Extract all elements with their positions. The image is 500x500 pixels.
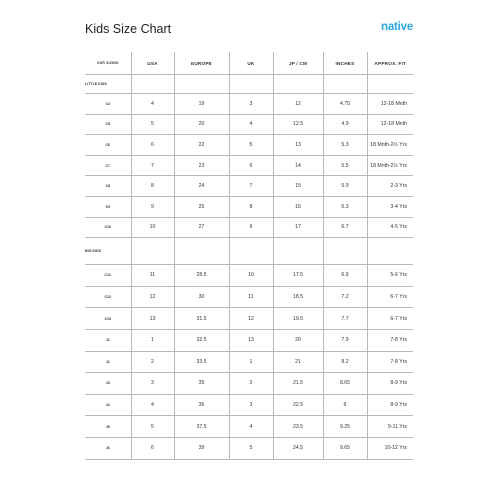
header-our-sizing: OUR SIZING — [85, 52, 131, 75]
cell-usa: 8 — [131, 176, 174, 197]
header-europe: EUROPE — [174, 52, 229, 75]
section-empty-cell — [323, 75, 367, 94]
cell-inches: 9.25 — [323, 416, 367, 438]
cell-inches: 6.9 — [323, 265, 367, 287]
cell-usa: 5 — [131, 416, 174, 438]
cell-uk: 2 — [229, 373, 273, 395]
cell-size: J4 — [85, 394, 131, 416]
cell-approx-fit: 10-12 Yrs — [367, 437, 413, 459]
cell-europe: 32.5 — [174, 329, 229, 351]
cell-approx-fit: 4-5 Yrs — [367, 217, 413, 238]
size-chart-body — [85, 75, 413, 460]
table-row — [85, 329, 413, 351]
cell-europe: 23 — [174, 155, 229, 176]
cell-inches: 7.2 — [323, 286, 367, 308]
cell-jp-cm: 20 — [273, 329, 323, 351]
cell-size: J2 — [85, 351, 131, 373]
cell-inches: 9.65 — [323, 437, 367, 459]
cell-size: C4 — [85, 94, 131, 115]
cell-uk: 11 — [229, 286, 273, 308]
cell-inches: 6.7 — [323, 217, 367, 238]
header-uk: UK — [229, 52, 273, 75]
table-row — [85, 416, 413, 438]
cell-approx-fit: 18 Mnth-2½ Yrs — [367, 135, 413, 156]
table-row — [85, 308, 413, 330]
cell-approx-fit: 12-18 Mnth — [367, 114, 413, 135]
cell-jp-cm: 21.5 — [273, 373, 323, 395]
cell-europe: 36 — [174, 394, 229, 416]
cell-usa: 6 — [131, 437, 174, 459]
cell-uk: 8 — [229, 196, 273, 217]
cell-inches: 5.5 — [323, 155, 367, 176]
cell-approx-fit: 2-3 Yrs — [367, 176, 413, 197]
cell-uk: 5 — [229, 135, 273, 156]
cell-uk: 9 — [229, 217, 273, 238]
section-empty-cell — [229, 238, 273, 265]
section-empty-cell — [229, 75, 273, 94]
cell-usa: 1 — [131, 329, 174, 351]
cell-europe: 31.5 — [174, 308, 229, 330]
cell-europe: 24 — [174, 176, 229, 197]
cell-usa: 4 — [131, 394, 174, 416]
table-row — [85, 217, 413, 238]
section-empty-cell — [131, 238, 174, 265]
table-row — [85, 94, 413, 115]
table-row — [85, 135, 413, 156]
size-chart-table — [85, 52, 413, 460]
cell-size: C5 — [85, 114, 131, 135]
cell-approx-fit: 8-9 Yrs — [367, 394, 413, 416]
cell-inches: 6.3 — [323, 196, 367, 217]
cell-jp-cm: 24.5 — [273, 437, 323, 459]
cell-jp-cm: 22.5 — [273, 394, 323, 416]
cell-jp-cm: 17 — [273, 217, 323, 238]
cell-uk: 3 — [229, 94, 273, 115]
cell-usa: 4 — [131, 94, 174, 115]
section-empty-cell — [273, 238, 323, 265]
cell-approx-fit: 6-7 Yrs — [367, 308, 413, 330]
cell-jp-cm: 14 — [273, 155, 323, 176]
table-row — [85, 373, 413, 395]
cell-jp-cm: 23.5 — [273, 416, 323, 438]
cell-usa: 13 — [131, 308, 174, 330]
cell-jp-cm: 13 — [273, 135, 323, 156]
cell-size: C9 — [85, 196, 131, 217]
table-row — [85, 265, 413, 287]
cell-inches: 7.7 — [323, 308, 367, 330]
section-row — [85, 75, 413, 94]
section-row — [85, 238, 413, 265]
cell-europe: 35 — [174, 373, 229, 395]
table-row — [85, 394, 413, 416]
cell-jp-cm: 17.5 — [273, 265, 323, 287]
cell-approx-fit: 9-11 Yrs — [367, 416, 413, 438]
cell-usa: 3 — [131, 373, 174, 395]
cell-inches: 5.3 — [323, 135, 367, 156]
table-row — [85, 196, 413, 217]
cell-uk: 5 — [229, 437, 273, 459]
cell-jp-cm: 18.5 — [273, 286, 323, 308]
header-inches: INCHES — [323, 52, 367, 75]
cell-size: C10 — [85, 217, 131, 238]
cell-size: J5 — [85, 416, 131, 438]
cell-size: C7 — [85, 155, 131, 176]
section-empty-cell — [131, 75, 174, 94]
cell-usa: 6 — [131, 135, 174, 156]
cell-usa: 11 — [131, 265, 174, 287]
cell-approx-fit: 8-9 Yrs — [367, 373, 413, 395]
cell-approx-fit: 7-8 Yrs — [367, 351, 413, 373]
cell-usa: 2 — [131, 351, 174, 373]
cell-size: C11 — [85, 265, 131, 287]
cell-inches: 8.65 — [323, 373, 367, 395]
header-usa: USA — [131, 52, 174, 75]
cell-inches: 4.75 — [323, 94, 367, 115]
cell-uk: 3 — [229, 394, 273, 416]
cell-europe: 33.5 — [174, 351, 229, 373]
cell-uk: 7 — [229, 176, 273, 197]
cell-usa: 12 — [131, 286, 174, 308]
cell-approx-fit: 7-8 Yrs — [367, 329, 413, 351]
section-empty-cell — [367, 75, 413, 94]
cell-approx-fit: 3-4 Yrs — [367, 196, 413, 217]
cell-inches: 4.9 — [323, 114, 367, 135]
cell-usa: 10 — [131, 217, 174, 238]
brand-logo: native — [381, 21, 414, 33]
cell-inches: 9 — [323, 394, 367, 416]
section-empty-cell — [323, 238, 367, 265]
cell-europe: 30 — [174, 286, 229, 308]
table-row — [85, 176, 413, 197]
cell-approx-fit: 6-7 Yrs — [367, 286, 413, 308]
cell-approx-fit: 12-18 Mnth — [367, 94, 413, 115]
cell-jp-cm: 19.5 — [273, 308, 323, 330]
cell-size: J3 — [85, 373, 131, 395]
cell-approx-fit: 5-6 Yrs — [367, 265, 413, 287]
cell-uk: 10 — [229, 265, 273, 287]
cell-uk: 4 — [229, 416, 273, 438]
cell-jp-cm: 12.5 — [273, 114, 323, 135]
cell-jp-cm: 12 — [273, 94, 323, 115]
cell-europe: 19 — [174, 94, 229, 115]
section-label: BIG KIDS — [85, 238, 131, 265]
cell-europe: 27 — [174, 217, 229, 238]
cell-jp-cm: 15 — [273, 176, 323, 197]
cell-approx-fit: 18 Mnth-2½ Yrs — [367, 155, 413, 176]
header-jp-cm: JP / CM — [273, 52, 323, 75]
cell-usa: 9 — [131, 196, 174, 217]
table-row — [85, 437, 413, 459]
cell-uk: 6 — [229, 155, 273, 176]
header-row — [85, 52, 413, 75]
cell-inches: 7.9 — [323, 329, 367, 351]
cell-size: C8 — [85, 176, 131, 197]
table-row — [85, 155, 413, 176]
section-label: LITTLE KIDS — [85, 75, 131, 94]
cell-inches: 8.2 — [323, 351, 367, 373]
cell-inches: 5.9 — [323, 176, 367, 197]
cell-uk: 1 — [229, 351, 273, 373]
section-empty-cell — [174, 75, 229, 94]
header-approx-fit: APPROX. FIT — [367, 52, 413, 75]
cell-size: J1 — [85, 329, 131, 351]
cell-size: C6 — [85, 135, 131, 156]
section-empty-cell — [273, 75, 323, 94]
cell-europe: 37.5 — [174, 416, 229, 438]
cell-uk: 13 — [229, 329, 273, 351]
cell-europe: 39 — [174, 437, 229, 459]
page-title: Kids Size Chart — [85, 22, 172, 36]
table-row — [85, 351, 413, 373]
cell-size: C12 — [85, 286, 131, 308]
cell-size: J6 — [85, 437, 131, 459]
table-row — [85, 114, 413, 135]
cell-europe: 20 — [174, 114, 229, 135]
table-row — [85, 286, 413, 308]
cell-jp-cm: 21 — [273, 351, 323, 373]
cell-uk: 4 — [229, 114, 273, 135]
section-empty-cell — [174, 238, 229, 265]
section-empty-cell — [367, 238, 413, 265]
cell-europe: 22 — [174, 135, 229, 156]
cell-usa: 5 — [131, 114, 174, 135]
cell-europe: 28.5 — [174, 265, 229, 287]
cell-uk: 12 — [229, 308, 273, 330]
cell-size: C13 — [85, 308, 131, 330]
cell-jp-cm: 16 — [273, 196, 323, 217]
cell-usa: 7 — [131, 155, 174, 176]
cell-europe: 25 — [174, 196, 229, 217]
